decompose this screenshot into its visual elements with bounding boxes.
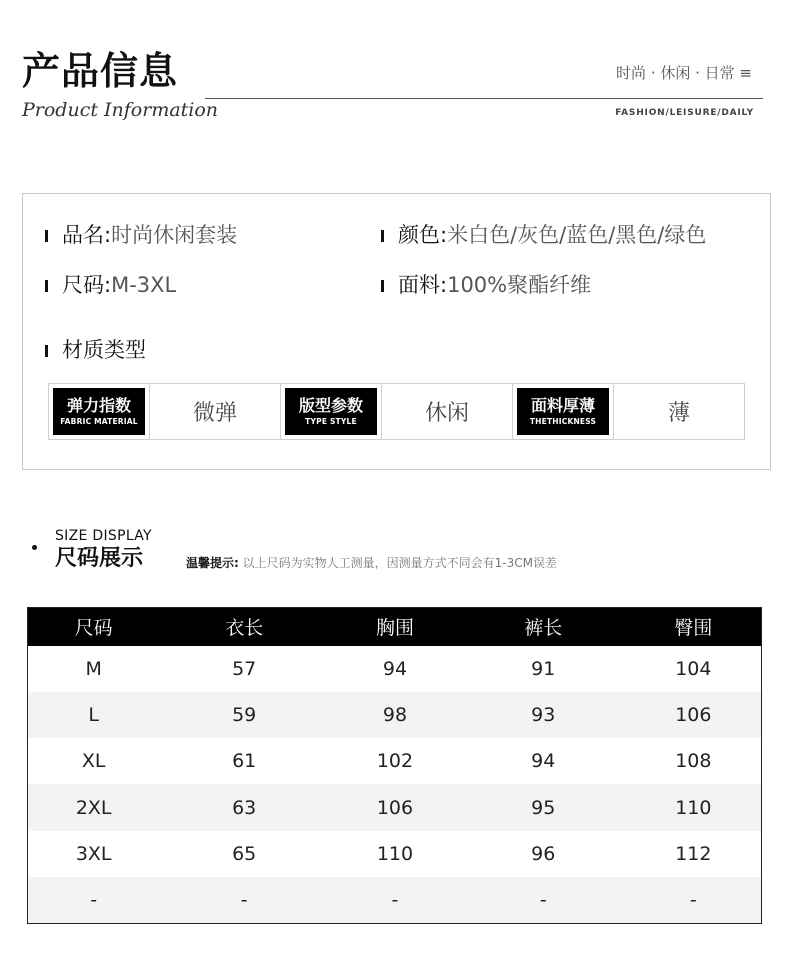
table-cell: 112 xyxy=(675,842,712,865)
table-row xyxy=(28,784,762,830)
style-tags: 时尚 · 休闲 · 日常 ≡ xyxy=(616,64,752,82)
attribute-key-style xyxy=(281,384,382,439)
table-cell: 2XL xyxy=(28,784,160,830)
material-heading-row xyxy=(45,340,146,361)
style-tags-en: FASHION/LEISURE/DAILY xyxy=(615,108,754,118)
page-subtitle: Product Information xyxy=(22,99,219,121)
table-cell: 59 xyxy=(159,692,329,738)
attribute-key-en: FABRIC MATERIAL xyxy=(60,416,138,426)
table-cell: 110 xyxy=(626,784,762,830)
info-name xyxy=(45,225,237,246)
info-name-value: 时尚休闲套装 xyxy=(111,223,238,247)
info-fabric-value: 100%聚酯纤维 xyxy=(447,273,592,297)
info-name-label: 品名: xyxy=(62,223,112,247)
attribute-value-elasticity: 微弹 xyxy=(150,384,281,439)
info-size xyxy=(45,275,176,296)
table-cell: 65 xyxy=(232,842,257,865)
table-cell: 3XL xyxy=(75,842,112,865)
table-row xyxy=(28,692,762,738)
attribute-key-label: 面料厚薄 xyxy=(530,395,595,415)
material-heading: 材质类型 xyxy=(62,338,146,362)
table-cell: 106 xyxy=(626,692,762,738)
table-cell: - xyxy=(329,877,461,923)
table-cell: 95 xyxy=(461,784,626,830)
page-title: 产品信息 xyxy=(22,49,179,93)
table-cell: - xyxy=(28,877,160,923)
header-divider xyxy=(205,98,763,99)
info-color-label: 颜色: xyxy=(398,223,448,247)
attribute-key-elasticity xyxy=(49,384,150,439)
table-header-row xyxy=(28,608,762,646)
table-cell: - xyxy=(626,877,762,923)
measurement-tip-label: 温馨提示: xyxy=(186,556,239,570)
attribute-value-thickness: 薄 xyxy=(667,401,690,426)
column-header-length: 衣长 xyxy=(159,608,329,646)
attribute-value-style: 休闲 xyxy=(382,384,513,439)
section-bullet xyxy=(32,545,37,550)
table-row xyxy=(28,646,762,692)
table-cell: 61 xyxy=(232,750,257,773)
attribute-key-label: 版型参数 xyxy=(298,395,363,415)
column-header-size: 尺码 xyxy=(28,608,160,646)
size-chart-table xyxy=(27,607,762,924)
table-row xyxy=(28,738,762,784)
table-cell: 94 xyxy=(531,750,556,773)
table-cell: 106 xyxy=(329,784,461,830)
bullet-bar xyxy=(381,230,384,242)
measurement-tip-text: 以上尺码为实物人工测量，因测量方式不同会有1-3CM误差 xyxy=(242,556,557,570)
table-cell: 57 xyxy=(232,657,257,680)
table-row xyxy=(28,831,762,877)
info-size-label: 尺码: xyxy=(62,273,112,297)
bullet-bar xyxy=(45,345,48,357)
column-header-pants-length: 裤长 xyxy=(461,608,626,646)
table-cell: 63 xyxy=(159,784,329,830)
attribute-key-label: 弹力指数 xyxy=(66,395,131,415)
table-cell: 93 xyxy=(461,692,626,738)
bullet-bar xyxy=(381,280,384,292)
table-cell: 94 xyxy=(382,657,408,680)
table-cell: M xyxy=(85,657,102,680)
table-cell: XL xyxy=(81,750,106,773)
measurement-tip xyxy=(186,557,557,569)
info-color-value: 米白色/灰色/蓝色/黑色/绿色 xyxy=(447,223,707,247)
table-cell: 110 xyxy=(376,842,414,865)
info-size-value: M-3XL xyxy=(111,273,177,297)
table-cell: 98 xyxy=(329,692,461,738)
table-cell: 102 xyxy=(376,750,414,773)
table-cell: - xyxy=(461,877,626,923)
bullet-bar xyxy=(45,280,48,292)
info-color xyxy=(381,225,706,246)
table-cell: 108 xyxy=(675,750,712,773)
attribute-key-en: THETHICKNESS xyxy=(529,416,597,426)
table-cell: 96 xyxy=(531,842,556,865)
attribute-key-thickness xyxy=(513,384,614,439)
table-cell: 91 xyxy=(531,657,556,680)
column-header-hip: 臀围 xyxy=(626,608,762,646)
attribute-key-en: TYPE STYLE xyxy=(305,416,357,426)
info-fabric-label: 面料: xyxy=(398,273,448,297)
info-fabric xyxy=(381,275,591,296)
table-row xyxy=(28,877,762,923)
product-info-box xyxy=(22,193,771,470)
table-cell: - xyxy=(159,877,329,923)
column-header-chest: 胸围 xyxy=(329,608,461,646)
size-section-title-en: SIZE DISPLAY xyxy=(55,528,152,544)
size-section-title: 尺码展示 xyxy=(55,546,144,571)
table-cell: 104 xyxy=(675,657,712,680)
bullet-bar xyxy=(45,230,48,242)
table-cell: L xyxy=(28,692,160,738)
material-attributes-table xyxy=(48,383,745,440)
